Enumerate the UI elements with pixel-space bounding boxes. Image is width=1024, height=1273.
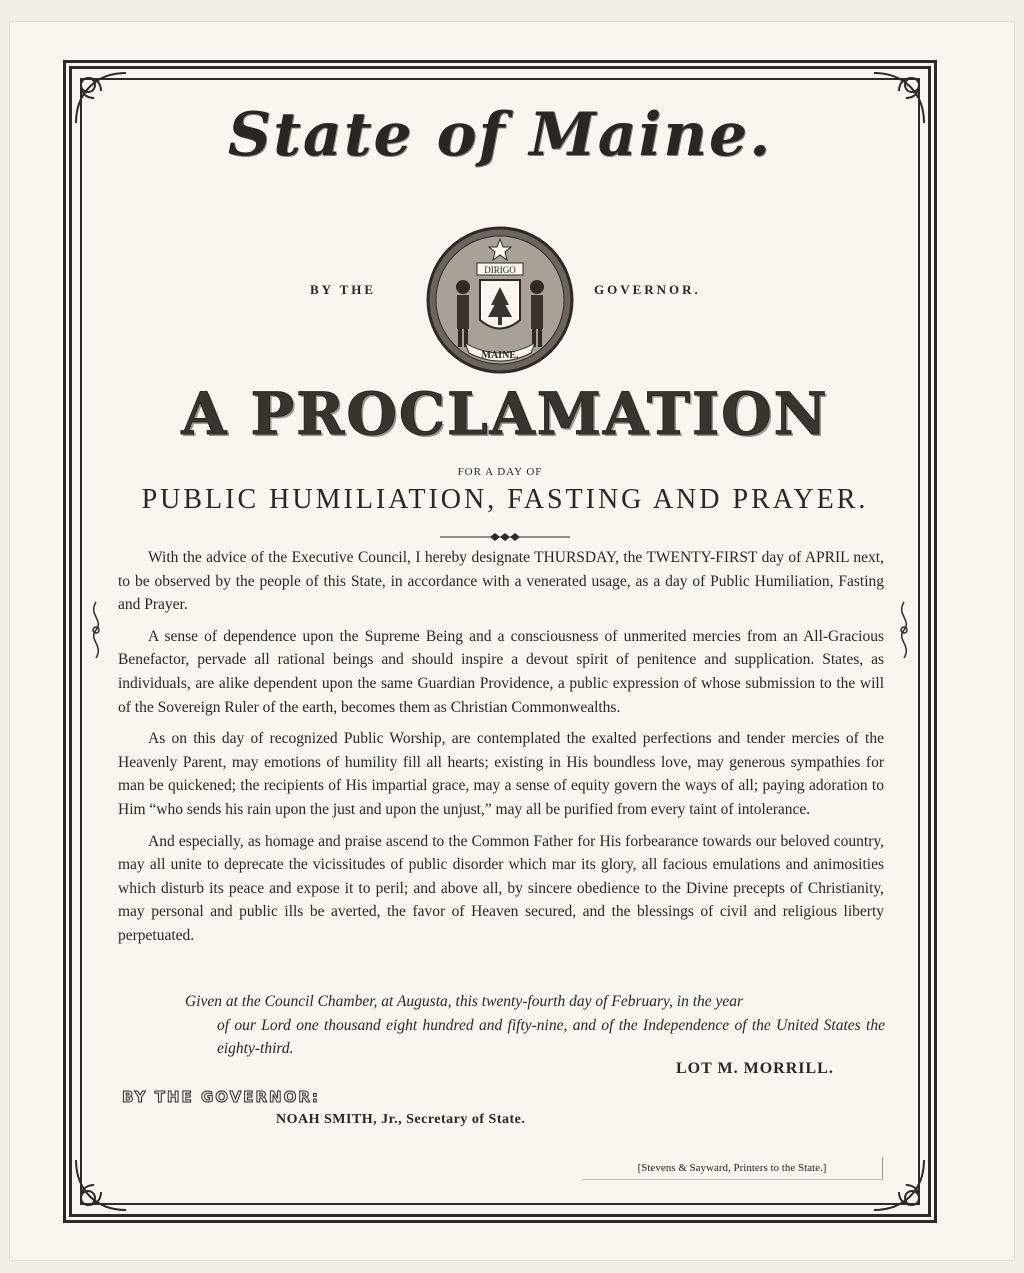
by-the-label: BY THE bbox=[310, 282, 377, 297]
side-ornament-icon bbox=[86, 600, 106, 660]
governor-signature: LOT M. MORRILL. bbox=[676, 1060, 834, 1077]
state-seal-icon bbox=[425, 225, 575, 375]
for-a-day-label: FOR A DAY OF bbox=[457, 466, 543, 478]
by-the-governor-label: BY THE GOVERNOR: bbox=[122, 1088, 320, 1106]
proclamation-subtitle: PUBLIC HUMILIATION, FASTING AND PRAYER. bbox=[141, 484, 869, 515]
secretary-of-state: NOAH SMITH, Jr., Secretary of State. bbox=[276, 1112, 526, 1127]
paragraph-3: As on this day of recognized Public Worship, are contemplated the exalted perfections and tender mercies of the Heavenly Parent, may emotions of humility fill all hearts; existing in His boundless love, may generous sympathies for man be quickened; the recipients of His impartial grace, may a sense of equity govern the ways of all; paying adoration to Him “who sends his rain upon the just and upon the unjust,” may all be purified from every taint of intolerance. bbox=[118, 730, 884, 818]
given-line-1: Given at the Council Chamber, at Augusta, this twenty-fourth day of February, in the year bbox=[185, 993, 744, 1010]
side-ornament-icon bbox=[894, 600, 914, 660]
proclamation-heading: A PROCLAMATION bbox=[181, 380, 829, 448]
printer-imprint: [Stevens & Sayward, Printers to the State.] bbox=[582, 1157, 883, 1180]
paragraph-4: And especially, as homage and praise ascend to the Common Father for His forbearance towards our beloved country, may all unite to deprecate the vicissitudes of public disorder which mar its glory, all facious emulations and animosities which disturb its peace and expose it to peril; and above all, by sincere obedience to the Divine precepts of Christianity, may personal and public ills be averted, the favor of Heaven secured, and the blessings of civil and religious liberty perpetuated. bbox=[118, 832, 884, 944]
seal-name: MAINE. bbox=[481, 350, 519, 361]
paragraph-2: A sense of dependence upon the Supreme Being and a consciousness of unmerited mercies from an All-Gracious Benefactor, pervade all rational beings and should inspire a devout spirit of penitence and supplication. States, as individuals, are alike dependent upon the same Guardian Providence, a public expression of whose submission to the will of the Sovereign Ruler of the earth, becomes them as Christian Commonwealths. bbox=[118, 627, 884, 716]
paragraph-1: With the advice of the Executive Council, I hereby designate THURSDAY, the TWENTY-FIRST day of APRIL next, to be observed by the people of this State, in accordance with a venerated usage, as a day of Public Humiliation, Fasting and Prayer. bbox=[118, 549, 884, 614]
governor-label: GOVERNOR. bbox=[594, 282, 701, 297]
given-at-statement bbox=[185, 990, 885, 1061]
proclamation-body bbox=[118, 546, 884, 956]
corner-ornament-icon bbox=[66, 1150, 136, 1220]
divider-ornament-icon bbox=[440, 530, 570, 542]
document-title: State of Maine. bbox=[227, 100, 773, 170]
seal-motto: DIRIGO bbox=[484, 265, 516, 275]
given-line-rest: of our Lord one thousand eight hundred and fifty-nine, and of the Independence of the United States the eighty-third. bbox=[217, 1016, 885, 1058]
